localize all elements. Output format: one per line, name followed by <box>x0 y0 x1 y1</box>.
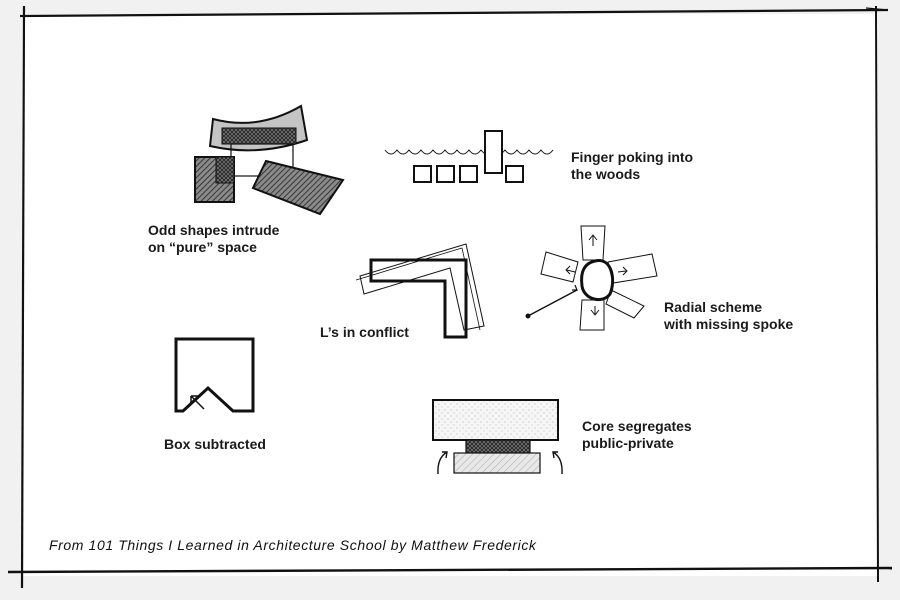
radial-label-line1: Radial scheme <box>664 299 763 315</box>
odd-shapes-label-line2: on “pure” space <box>148 239 257 255</box>
core-label-line1: Core segregates <box>582 418 692 434</box>
box-subtracted-label <box>164 436 266 453</box>
paper-frame <box>8 6 892 588</box>
finger-label-line1: Finger poking into <box>571 149 694 165</box>
ls-conflict-label <box>320 324 409 341</box>
core-label <box>582 418 692 452</box>
finger-label <box>571 149 693 183</box>
source-caption: From 101 Things I Learned in Architecture School by Matthew Frederick <box>49 537 537 553</box>
box-subtracted-label-line1: Box subtracted <box>164 436 266 452</box>
odd-shapes-label-line1: Odd shapes intrude <box>148 222 280 238</box>
radial-label-line2: with missing spoke <box>664 316 794 332</box>
finger-label-line2: the woods <box>571 166 641 182</box>
radial-label <box>664 299 793 333</box>
odd-shapes-label <box>148 222 279 256</box>
ls-conflict-label-line1: L’s in conflict <box>320 324 409 340</box>
core-label-line2: public-private <box>582 435 674 451</box>
